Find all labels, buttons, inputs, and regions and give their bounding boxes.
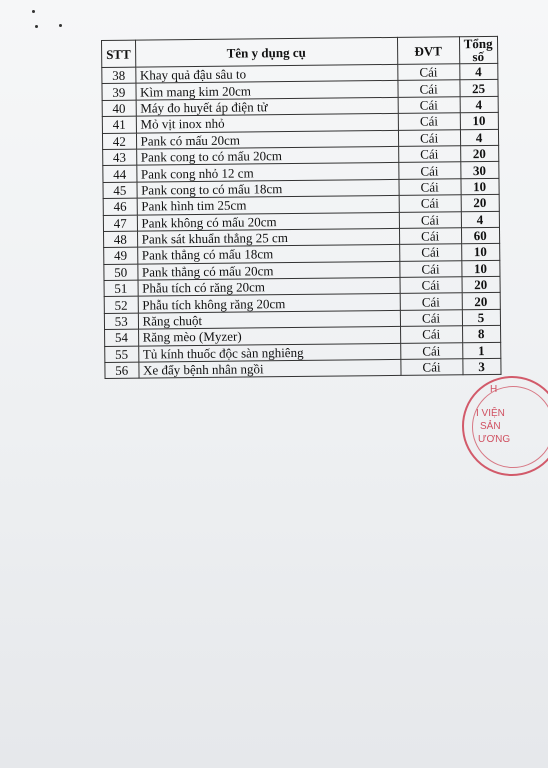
row-name: Pank hình tim 25cm xyxy=(137,196,399,215)
row-unit: Cái xyxy=(399,260,461,277)
row-unit: Cái xyxy=(400,277,462,294)
row-unit: Cái xyxy=(399,211,461,228)
header-stt: STT xyxy=(102,40,136,67)
row-name: Pank không có mấu 20cm xyxy=(137,212,399,231)
row-stt: 52 xyxy=(104,297,138,314)
row-name: Kìm mang kim 20cm xyxy=(136,81,398,100)
row-stt: 50 xyxy=(104,264,138,281)
header-qty xyxy=(459,36,497,63)
row-stt: 48 xyxy=(104,231,138,248)
row-stt: 40 xyxy=(102,100,136,117)
row-stt: 41 xyxy=(102,116,136,133)
row-stt: 56 xyxy=(105,362,139,379)
row-qty: 10 xyxy=(461,244,499,261)
row-unit: Cái xyxy=(399,228,461,245)
row-name: Răng chuột xyxy=(138,310,400,329)
row-unit: Cái xyxy=(399,195,461,212)
header-unit: ĐVT xyxy=(397,37,459,65)
paper-speck xyxy=(59,24,62,27)
row-qty: 20 xyxy=(462,293,500,310)
row-stt: 44 xyxy=(103,165,137,182)
row-unit: Cái xyxy=(400,326,462,343)
row-unit: Cái xyxy=(398,97,460,114)
row-qty: 10 xyxy=(460,113,498,130)
row-qty: 4 xyxy=(460,96,498,113)
row-name: Phẫu tích không răng 20cm xyxy=(138,294,400,313)
row-name: Xe đẩy bệnh nhân ngồi xyxy=(138,359,400,378)
row-qty: 4 xyxy=(459,63,497,80)
header-qty-line2: số xyxy=(472,48,485,65)
row-stt: 43 xyxy=(103,149,137,166)
row-qty: 10 xyxy=(461,260,499,277)
row-name: Pank thẳng có mấu 20cm xyxy=(137,261,399,280)
seal-text: H xyxy=(490,384,498,395)
header-qty-line1: Tổng xyxy=(463,35,493,52)
row-unit: Cái xyxy=(398,80,460,97)
row-qty: 4 xyxy=(460,129,498,146)
row-stt: 47 xyxy=(103,215,137,232)
row-unit: Cái xyxy=(398,129,460,146)
row-name: Pank cong to có mấu 18cm xyxy=(137,179,399,198)
row-stt: 51 xyxy=(104,280,138,297)
row-stt: 39 xyxy=(102,84,136,101)
row-qty: 3 xyxy=(462,358,500,375)
row-name: Pank cong nhỏ 12 cm xyxy=(136,163,398,182)
row-unit: Cái xyxy=(397,64,459,81)
seal-text: I VIỆN xyxy=(476,408,505,419)
row-qty: 4 xyxy=(461,211,499,228)
equipment-table xyxy=(101,36,501,380)
row-name: Mỏ vịt inox nhỏ xyxy=(136,114,398,133)
row-stt: 49 xyxy=(104,247,138,264)
table-body xyxy=(102,63,501,379)
row-qty: 25 xyxy=(460,80,498,97)
seal-text: SẢN xyxy=(480,421,501,432)
row-unit: Cái xyxy=(398,146,460,163)
row-stt: 42 xyxy=(102,133,136,150)
header-name: Tên y dụng cụ xyxy=(135,37,397,67)
row-name: Phẫu tích có răng 20cm xyxy=(138,277,400,296)
row-qty: 60 xyxy=(461,227,499,244)
seal-text: ƯƠNG xyxy=(478,434,511,445)
row-unit: Cái xyxy=(400,293,462,310)
row-name: Pank cong to có mấu 20cm xyxy=(136,146,398,165)
row-name: Pank sát khuẩn thẳng 25 cm xyxy=(137,228,399,247)
table-row xyxy=(105,358,501,379)
row-name: Khay quả đậu sâu to xyxy=(135,64,397,83)
row-qty: 30 xyxy=(460,162,498,179)
row-name: Máy đo huyết áp điện tử xyxy=(136,97,398,116)
row-name: Pank thẳng có mấu 18cm xyxy=(137,245,399,264)
row-name: Tủ kính thuốc độc sàn nghiêng xyxy=(138,343,400,362)
row-stt: 53 xyxy=(104,313,138,330)
row-stt: 45 xyxy=(103,182,137,199)
paper-speck xyxy=(32,10,35,13)
row-unit: Cái xyxy=(398,113,460,130)
row-unit: Cái xyxy=(398,162,460,179)
row-unit: Cái xyxy=(400,359,462,376)
row-unit: Cái xyxy=(400,310,462,327)
row-qty: 8 xyxy=(462,326,500,343)
row-qty: 1 xyxy=(462,342,500,359)
row-stt: 55 xyxy=(105,346,139,363)
row-stt: 46 xyxy=(103,198,137,215)
row-qty: 20 xyxy=(460,145,498,162)
red-seal-stamp xyxy=(462,376,548,476)
row-qty: 10 xyxy=(461,178,499,195)
row-qty: 5 xyxy=(462,309,500,326)
row-qty: 20 xyxy=(461,194,499,211)
row-unit: Cái xyxy=(399,244,461,261)
row-unit: Cái xyxy=(400,342,462,359)
row-stt: 54 xyxy=(105,329,139,346)
row-qty: 20 xyxy=(462,276,500,293)
paper-speck xyxy=(35,25,38,28)
row-name: Pank có mấu 20cm xyxy=(136,130,398,149)
table-header-row xyxy=(102,36,498,67)
row-name: Răng mèo (Myzer) xyxy=(138,327,400,346)
row-unit: Cái xyxy=(399,178,461,195)
row-stt: 38 xyxy=(102,67,136,84)
